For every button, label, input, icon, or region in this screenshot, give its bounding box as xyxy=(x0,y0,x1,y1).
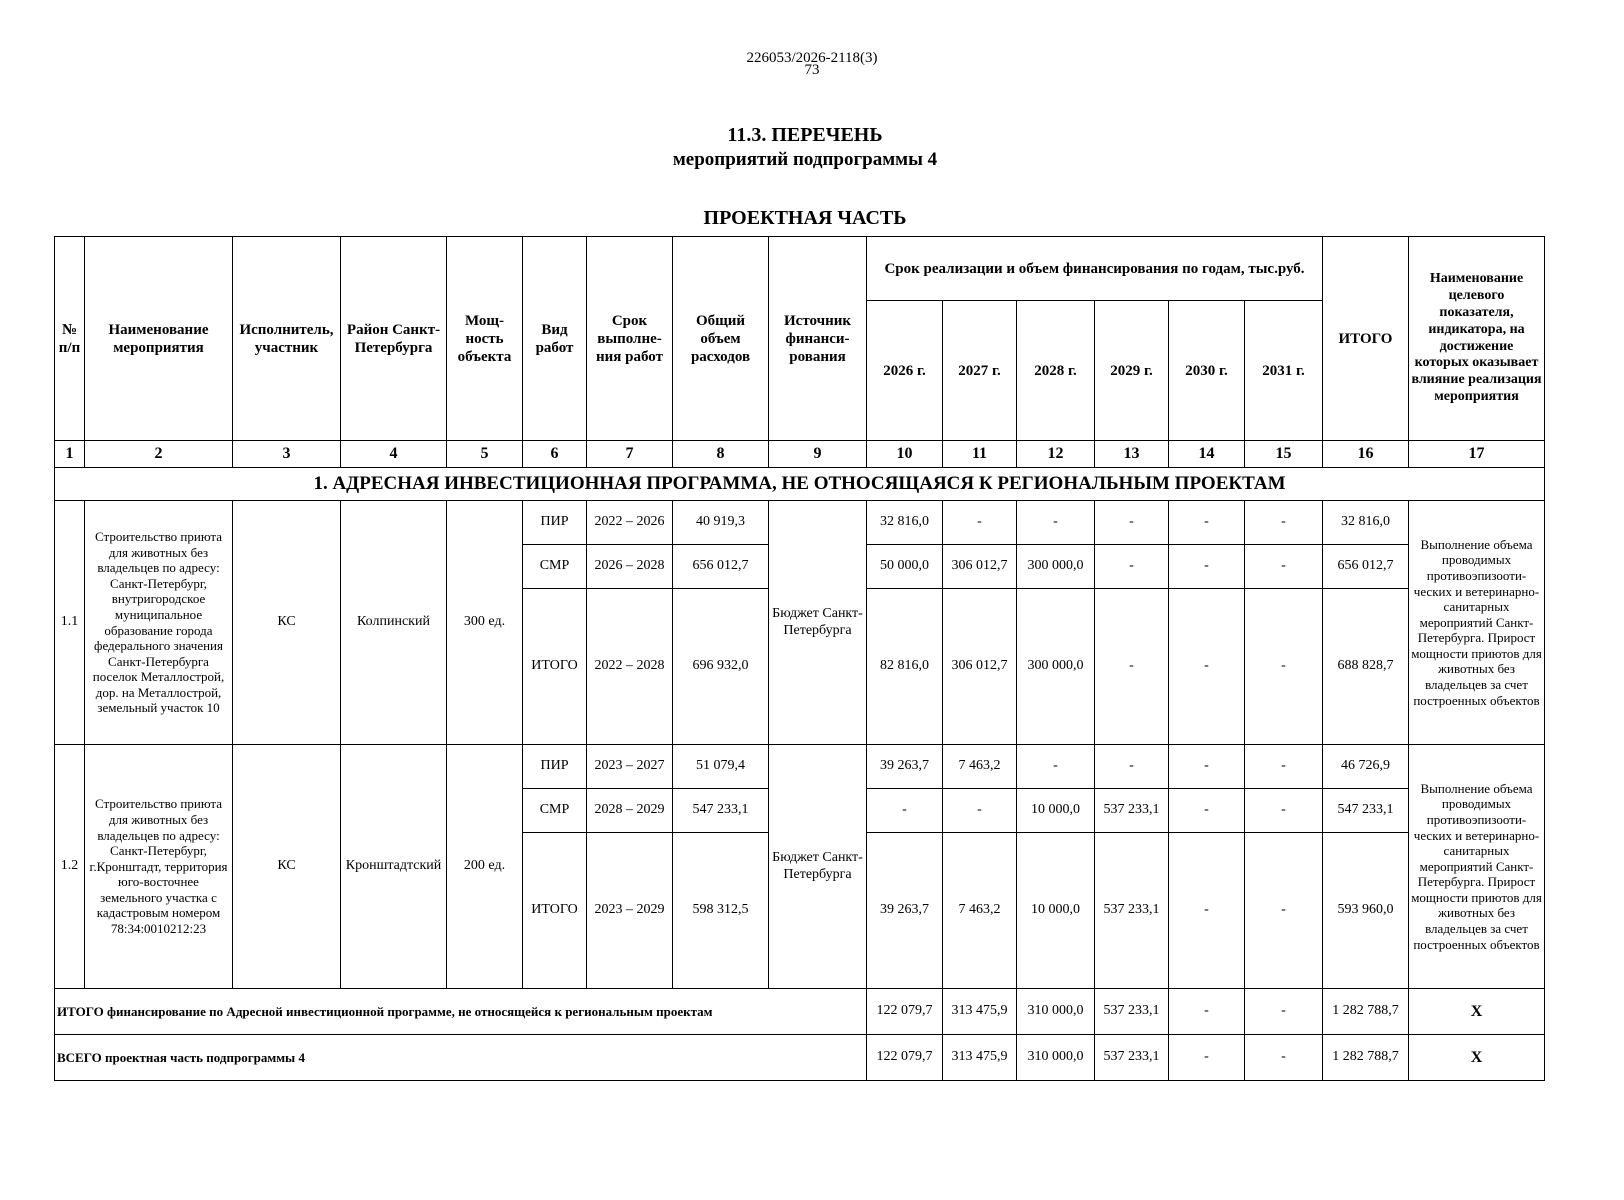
year-value: 39 263,7 xyxy=(867,833,943,989)
col-number: 16 xyxy=(1323,441,1409,468)
header-executor: Исполнитель, участник xyxy=(233,237,341,441)
item-capacity: 200 ед. xyxy=(447,745,523,989)
itogo-value: 46 726,9 xyxy=(1323,745,1409,789)
header-source: Источник финанси-рования xyxy=(769,237,867,441)
year-value: - xyxy=(1169,989,1245,1035)
year-value: - xyxy=(1095,501,1169,545)
item-district: Колпинский xyxy=(341,501,447,745)
col-number: 11 xyxy=(943,441,1017,468)
document-number: 226053/2026-2118(3) xyxy=(746,50,878,66)
work-type: СМР xyxy=(523,545,587,589)
header-term: Срок выполне-ния работ xyxy=(587,237,673,441)
section-row: 1. АДРЕСНАЯ ИНВЕСТИЦИОННАЯ ПРОГРАММА, НЕ ОТНОСЯЩАЯСЯ К РЕГИОНАЛЬНЫМ ПРОЕКТАМ xyxy=(55,468,1545,501)
year-value: - xyxy=(943,501,1017,545)
item-num: 1.2 xyxy=(55,745,85,989)
item-indicator: Выполнение объема проводимых противоэпизооти-ческих и ветеринарно-санитарных мероприятий Санкт-Петербурга. Прирост мощности приютов для животных без владельцев за счет построенных объектов xyxy=(1409,745,1545,989)
year-value: 122 079,7 xyxy=(867,1035,943,1081)
itogo-value: 656 012,7 xyxy=(1323,545,1409,589)
year-value: - xyxy=(1095,589,1169,745)
year-value: 82 816,0 xyxy=(867,589,943,745)
work-type: ПИР xyxy=(523,501,587,545)
work-type: ИТОГО xyxy=(523,833,587,989)
year-value: 300 000,0 xyxy=(1017,589,1095,745)
year-value: - xyxy=(1095,745,1169,789)
year-value: - xyxy=(1169,501,1245,545)
year-value: 313 475,9 xyxy=(943,989,1017,1035)
total-cost: 696 932,0 xyxy=(673,589,769,745)
item-name: Строительство приюта для животных без владельцев по адресу: Санкт-Петербург, г.Кронштадт, территория юго-восточнее земельного участка с кадастровым номером 78:34:0010212:23 xyxy=(85,745,233,989)
year-value: - xyxy=(1169,1035,1245,1081)
itogo-value: 1 282 788,7 xyxy=(1323,989,1409,1035)
totals-row xyxy=(55,1035,1545,1081)
year-value: - xyxy=(943,789,1017,833)
year-value: - xyxy=(1245,789,1323,833)
year-value: - xyxy=(1245,501,1323,545)
totals-label: ВСЕГО проектная часть подпрограммы 4 xyxy=(55,1035,867,1081)
total-cost: 598 312,5 xyxy=(673,833,769,989)
item-executor: КС xyxy=(233,745,341,989)
header-years-group: Срок реализации и объем финансирования по годам, тыс.руб. xyxy=(867,237,1323,301)
item-district: Кронштадтский xyxy=(341,745,447,989)
year-value: - xyxy=(1245,833,1323,989)
work-term: 2026 – 2028 xyxy=(587,545,673,589)
year-value: 39 263,7 xyxy=(867,745,943,789)
itogo-value: 547 233,1 xyxy=(1323,789,1409,833)
header-indicator: Наименование целевого показателя, индикатора, на достижение которых оказывает влияние реализация мероприятия xyxy=(1409,237,1545,441)
year-value: 122 079,7 xyxy=(867,989,943,1035)
itogo-value: 32 816,0 xyxy=(1323,501,1409,545)
indicator-x: X xyxy=(1409,989,1545,1035)
header-year: 2027 г. xyxy=(943,301,1017,441)
year-value: - xyxy=(1169,789,1245,833)
col-number: 12 xyxy=(1017,441,1095,468)
work-term: 2022 – 2026 xyxy=(587,501,673,545)
indicator-x: X xyxy=(1409,1035,1545,1081)
year-value: 537 233,1 xyxy=(1095,789,1169,833)
work-type: СМР xyxy=(523,789,587,833)
work-type: ИТОГО xyxy=(523,589,587,745)
page-number: 73 xyxy=(804,62,820,78)
year-value: - xyxy=(1095,545,1169,589)
year-value: - xyxy=(1169,545,1245,589)
col-number: 13 xyxy=(1095,441,1169,468)
year-value: 7 463,2 xyxy=(943,745,1017,789)
itogo-value: 593 960,0 xyxy=(1323,833,1409,989)
year-value: 10 000,0 xyxy=(1017,789,1095,833)
total-cost: 51 079,4 xyxy=(673,745,769,789)
header-itogo: ИТОГО xyxy=(1323,237,1409,441)
year-value: 306 012,7 xyxy=(943,589,1017,745)
header-capacity: Мощ-ность объекта xyxy=(447,237,523,441)
year-value: 310 000,0 xyxy=(1017,1035,1095,1081)
item-source: Бюджет Санкт-Петербурга xyxy=(769,501,867,745)
itogo-value: 688 828,7 xyxy=(1323,589,1409,745)
col-number: 17 xyxy=(1409,441,1545,468)
measures-table xyxy=(54,236,1545,1081)
header-name: Наименование мероприятия xyxy=(85,237,233,441)
col-number: 10 xyxy=(867,441,943,468)
col-number: 14 xyxy=(1169,441,1245,468)
table-row xyxy=(55,501,1545,545)
col-number: 7 xyxy=(587,441,673,468)
item-indicator: Выполнение объема проводимых противоэпизооти-ческих и ветеринарно-санитарных мероприятий Санкт-Петербурга. Прирост мощности приютов для животных без владельцев за счет построенных объектов xyxy=(1409,501,1545,745)
header-year: 2031 г. xyxy=(1245,301,1323,441)
col-number: 2 xyxy=(85,441,233,468)
year-value: - xyxy=(1017,501,1095,545)
col-number: 3 xyxy=(233,441,341,468)
work-term: 2028 – 2029 xyxy=(587,789,673,833)
year-value: - xyxy=(1169,589,1245,745)
totals-row xyxy=(55,989,1545,1035)
year-value: 7 463,2 xyxy=(943,833,1017,989)
item-source: Бюджет Санкт-Петербурга xyxy=(769,745,867,989)
total-cost: 40 919,3 xyxy=(673,501,769,545)
col-number: 15 xyxy=(1245,441,1323,468)
year-value: 537 233,1 xyxy=(1095,989,1169,1035)
year-value: 300 000,0 xyxy=(1017,545,1095,589)
year-value: 313 475,9 xyxy=(943,1035,1017,1081)
year-value: - xyxy=(1245,589,1323,745)
work-term: 2022 – 2028 xyxy=(587,589,673,745)
work-term: 2023 – 2027 xyxy=(587,745,673,789)
col-number: 4 xyxy=(341,441,447,468)
year-value: 50 000,0 xyxy=(867,545,943,589)
col-number: 6 xyxy=(523,441,587,468)
year-value: - xyxy=(1169,833,1245,989)
year-value: - xyxy=(1245,989,1323,1035)
header-total-cost: Общий объем расходов xyxy=(673,237,769,441)
year-value: - xyxy=(1017,745,1095,789)
col-number: 1 xyxy=(55,441,85,468)
year-value: 32 816,0 xyxy=(867,501,943,545)
page-title: 11.3. ПЕРЕЧЕНЬ xyxy=(727,124,883,146)
work-term: 2023 – 2029 xyxy=(587,833,673,989)
header-year: 2029 г. xyxy=(1095,301,1169,441)
work-type: ПИР xyxy=(523,745,587,789)
header-year: 2028 г. xyxy=(1017,301,1095,441)
page-subtitle: мероприятий подпрограммы 4 xyxy=(672,149,938,170)
header-year: 2030 г. xyxy=(1169,301,1245,441)
table-row xyxy=(55,745,1545,789)
col-number: 5 xyxy=(447,441,523,468)
year-value: - xyxy=(1245,1035,1323,1081)
year-value: - xyxy=(1169,745,1245,789)
header-num: № п/п xyxy=(55,237,85,441)
itogo-value: 1 282 788,7 xyxy=(1323,1035,1409,1081)
section-title: ПРОЕКТНАЯ ЧАСТЬ xyxy=(703,207,907,229)
year-value: - xyxy=(867,789,943,833)
year-value: 306 012,7 xyxy=(943,545,1017,589)
item-executor: КС xyxy=(233,501,341,745)
year-value: 310 000,0 xyxy=(1017,989,1095,1035)
header-work-type: Вид работ xyxy=(523,237,587,441)
item-name: Строительство приюта для животных без владельцев по адресу: Санкт-Петербург, внутригородское муниципальное образование города федерального значения Санкт-Петербурга поселок Металлострой, дор. на Металлострой, земельный участок 10 xyxy=(85,501,233,745)
year-value: 537 233,1 xyxy=(1095,1035,1169,1081)
year-value: 10 000,0 xyxy=(1017,833,1095,989)
year-value: - xyxy=(1245,745,1323,789)
col-number: 8 xyxy=(673,441,769,468)
item-num: 1.1 xyxy=(55,501,85,745)
total-cost: 547 233,1 xyxy=(673,789,769,833)
totals-label: ИТОГО финансирование по Адресной инвестиционной программе, не относящейся к региональным проектам xyxy=(55,989,867,1035)
year-value: - xyxy=(1245,545,1323,589)
col-number: 9 xyxy=(769,441,867,468)
header-year: 2026 г. xyxy=(867,301,943,441)
item-capacity: 300 ед. xyxy=(447,501,523,745)
header-district: Район Санкт-Петербурга xyxy=(341,237,447,441)
year-value: 537 233,1 xyxy=(1095,833,1169,989)
total-cost: 656 012,7 xyxy=(673,545,769,589)
